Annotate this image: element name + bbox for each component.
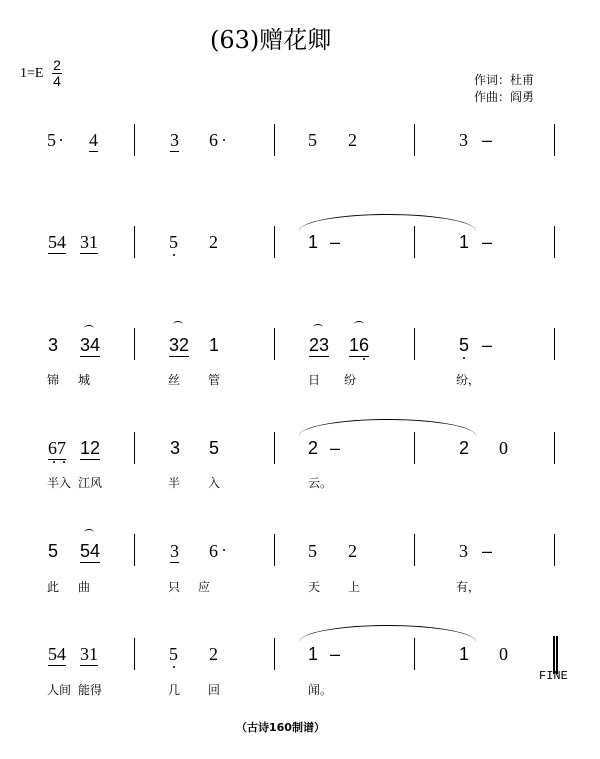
lyric: 半入: [47, 476, 72, 490]
barline: [554, 328, 555, 360]
note: 5: [169, 644, 178, 664]
note: 2: [348, 130, 357, 150]
song-title: (63)赠花卿: [210, 26, 332, 54]
note: 23: [309, 335, 330, 355]
note: 3: [459, 130, 468, 150]
note: 1: [308, 644, 319, 664]
note: 31: [80, 232, 98, 252]
barline: [414, 124, 415, 156]
note: 16: [349, 335, 370, 355]
dash: –: [482, 541, 493, 561]
note: 5: [209, 438, 220, 458]
barline: [554, 432, 555, 464]
note: 1: [209, 335, 220, 355]
lyricist: 作词：杜甫: [474, 73, 535, 87]
barline: [414, 534, 415, 566]
barline: [274, 432, 275, 464]
note: 32: [169, 335, 190, 355]
lyric: 闻。: [308, 683, 333, 697]
lyric: 锦: [47, 373, 60, 387]
lyric: 云。: [308, 476, 333, 490]
note: 3: [48, 335, 59, 355]
augmentation-dot: [60, 139, 62, 141]
barline: [134, 432, 135, 464]
lyric: 纷: [344, 373, 357, 387]
note: 1: [308, 232, 319, 252]
note: 4: [89, 130, 98, 150]
note: 54: [48, 232, 66, 252]
note: 3: [170, 438, 181, 458]
note: 2: [209, 232, 218, 252]
note: 6: [209, 130, 218, 150]
low-octave-dot: [63, 461, 65, 463]
slur: [299, 419, 476, 436]
dash: –: [482, 232, 493, 252]
note: 6: [209, 541, 218, 561]
note: 2: [348, 541, 357, 561]
note: 5: [459, 335, 470, 355]
barline: [274, 328, 275, 360]
barline: [554, 124, 555, 156]
fine-marking: FINE: [539, 669, 568, 683]
note: 67: [48, 438, 66, 458]
note: 5: [308, 130, 317, 150]
lyric: 上: [348, 580, 361, 594]
note: 5: [48, 541, 59, 561]
note: 3: [459, 541, 468, 561]
slur: [299, 625, 476, 642]
note: 54: [80, 541, 101, 561]
lyric: 应: [198, 580, 211, 594]
note: 54: [48, 644, 66, 664]
lyric: 半: [168, 476, 181, 490]
note: 34: [80, 335, 101, 355]
barline: [274, 638, 275, 670]
composer: 作曲：阎勇: [474, 90, 535, 104]
lyric: 几: [168, 683, 181, 697]
key-signature: 1=E: [20, 66, 44, 81]
dash: –: [330, 232, 341, 252]
lyric: 日: [308, 373, 321, 387]
low-octave-dot: [173, 254, 175, 256]
lyric: 有，: [456, 580, 481, 594]
grace-tie: [84, 529, 94, 536]
barline: [414, 226, 415, 258]
grace-tie: [354, 321, 364, 328]
note: 2: [459, 438, 470, 458]
note: 5: [169, 232, 178, 252]
time-signature-bottom: 4: [53, 73, 61, 89]
footer-note: （古诗160制谱）: [236, 721, 325, 734]
note: 5: [47, 130, 56, 150]
note: 12: [80, 438, 101, 458]
dash: –: [482, 335, 493, 355]
low-octave-dot: [173, 666, 175, 668]
note: 3: [170, 541, 179, 561]
barline: [414, 328, 415, 360]
grace-tie: [313, 324, 323, 331]
barline: [274, 124, 275, 156]
grace-tie: [173, 321, 183, 328]
lyric: 曲: [78, 580, 91, 594]
note: 1: [459, 232, 470, 252]
barline: [554, 226, 555, 258]
lyric: 入: [208, 476, 221, 490]
low-octave-dot: [363, 358, 365, 360]
barline: [414, 432, 415, 464]
low-octave-dot: [53, 461, 55, 463]
note: 31: [80, 644, 98, 664]
lyric: 江风: [78, 476, 103, 490]
barline: [414, 638, 415, 670]
barline: [134, 534, 135, 566]
time-signature-top: 2: [53, 57, 61, 73]
rest: 0: [499, 644, 508, 664]
dash: –: [482, 130, 493, 150]
lyric: 丝: [168, 373, 181, 387]
note: 1: [459, 644, 470, 664]
barline: [274, 226, 275, 258]
note: 2: [209, 644, 218, 664]
note: 5: [308, 541, 317, 561]
lyric: 天: [308, 580, 321, 594]
grace-tie: [84, 325, 94, 332]
note: 3: [170, 130, 179, 150]
rest: 0: [499, 438, 508, 458]
barline: [134, 638, 135, 670]
barline: [134, 124, 135, 156]
note: 2: [308, 438, 319, 458]
slur: [299, 214, 476, 231]
lyric: 管: [208, 373, 221, 387]
barline: [274, 534, 275, 566]
lyric: 此: [47, 580, 60, 594]
barline: [134, 226, 135, 258]
barline: [554, 534, 555, 566]
barline: [134, 328, 135, 360]
lyric: 纷，: [456, 373, 481, 387]
augmentation-dot: [223, 139, 225, 141]
dash: –: [330, 644, 341, 664]
lyric: 人间: [47, 683, 72, 697]
lyric: 回: [208, 683, 221, 697]
lyric: 能得: [78, 683, 103, 697]
lyric: 城: [78, 373, 91, 387]
dash: –: [330, 438, 341, 458]
low-octave-dot: [463, 357, 465, 359]
augmentation-dot: [223, 549, 225, 551]
lyric: 只: [168, 580, 181, 594]
